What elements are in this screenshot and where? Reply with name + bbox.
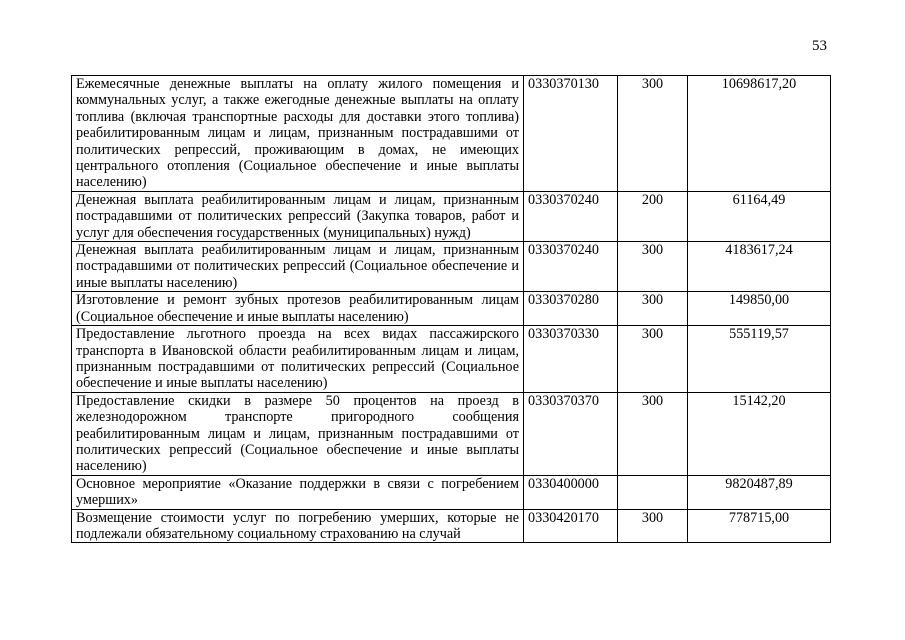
row-target-code: 0330370240 (524, 242, 618, 292)
row-amount: 15142,20 (688, 392, 831, 475)
row-expense-type: 300 (618, 242, 688, 292)
row-expense-type: 300 (618, 76, 688, 192)
row-description: Денежная выплата реабилитированным лицам и лицам, признанным пострадавшими от политических репрессий (Социальное обеспечение и иные выплаты населению) (72, 242, 524, 292)
row-target-code: 0330400000 (524, 475, 618, 509)
row-expense-type: 300 (618, 292, 688, 326)
row-description: Основное мероприятие «Оказание поддержки в связи с погребением умерших» (72, 475, 524, 509)
table-row (72, 292, 831, 326)
row-amount: 778715,00 (688, 509, 831, 543)
page-number: 53 (812, 38, 827, 54)
row-target-code: 0330370240 (524, 191, 618, 241)
row-expense-type: 200 (618, 191, 688, 241)
row-description: Предоставление скидки в размере 50 процентов на проезд в железнодорожном транспорте пригородного сообщения реабилитированным лицам и лицам, признанным пострадавшими от политических репрессий (Социальное обеспечение и иные выплаты населению) (72, 392, 524, 475)
row-amount: 4183617,24 (688, 242, 831, 292)
row-description: Изготовление и ремонт зубных протезов реабилитированным лицам (Социальное обеспечение и иные выплаты населению) (72, 292, 524, 326)
table-row (72, 475, 831, 509)
row-target-code: 0330370370 (524, 392, 618, 475)
row-expense-type: 300 (618, 326, 688, 393)
row-amount: 9820487,89 (688, 475, 831, 509)
budget-table (71, 75, 831, 543)
table-row (72, 76, 831, 192)
table-row (72, 191, 831, 241)
row-amount: 61164,49 (688, 191, 831, 241)
row-amount: 555119,57 (688, 326, 831, 393)
row-amount: 149850,00 (688, 292, 831, 326)
row-expense-type: 300 (618, 509, 688, 543)
row-target-code: 0330370280 (524, 292, 618, 326)
row-target-code: 0330370330 (524, 326, 618, 393)
row-description: Возмещение стоимости услуг по погребению умерших, которые не подлежали обязательному социальному страхованию на случай (72, 509, 524, 543)
row-description: Ежемесячные денежные выплаты на оплату жилого помещения и коммунальных услуг, а также ежегодные денежные выплаты на оплату топлива (включая транспортные расходы для доставки этого топлива) реабилитированным лицам и лицам, признанным пострадавшими от политических репрессий, проживающим в домах, не имеющих центрального отопления (Социальное обеспечение и иные выплаты населению) (72, 76, 524, 192)
row-target-code: 0330420170 (524, 509, 618, 543)
row-expense-type: 300 (618, 392, 688, 475)
table-row (72, 242, 831, 292)
row-description: Предоставление льготного проезда на всех видах пассажирского транспорта в Ивановской области реабилитированным лицам и лицам, признанным пострадавшими от политических репрессий (Социальное обеспечение и иные выплаты населению) (72, 326, 524, 393)
table-row (72, 392, 831, 475)
table-row (72, 509, 831, 543)
table-row (72, 326, 831, 393)
row-expense-type (618, 475, 688, 509)
row-amount: 10698617,20 (688, 76, 831, 192)
row-description: Денежная выплата реабилитированным лицам и лицам, признанным пострадавшими от политических репрессий (Закупка товаров, работ и услуг для обеспечения государственных (муниципальных) нужд) (72, 191, 524, 241)
row-target-code: 0330370130 (524, 76, 618, 192)
